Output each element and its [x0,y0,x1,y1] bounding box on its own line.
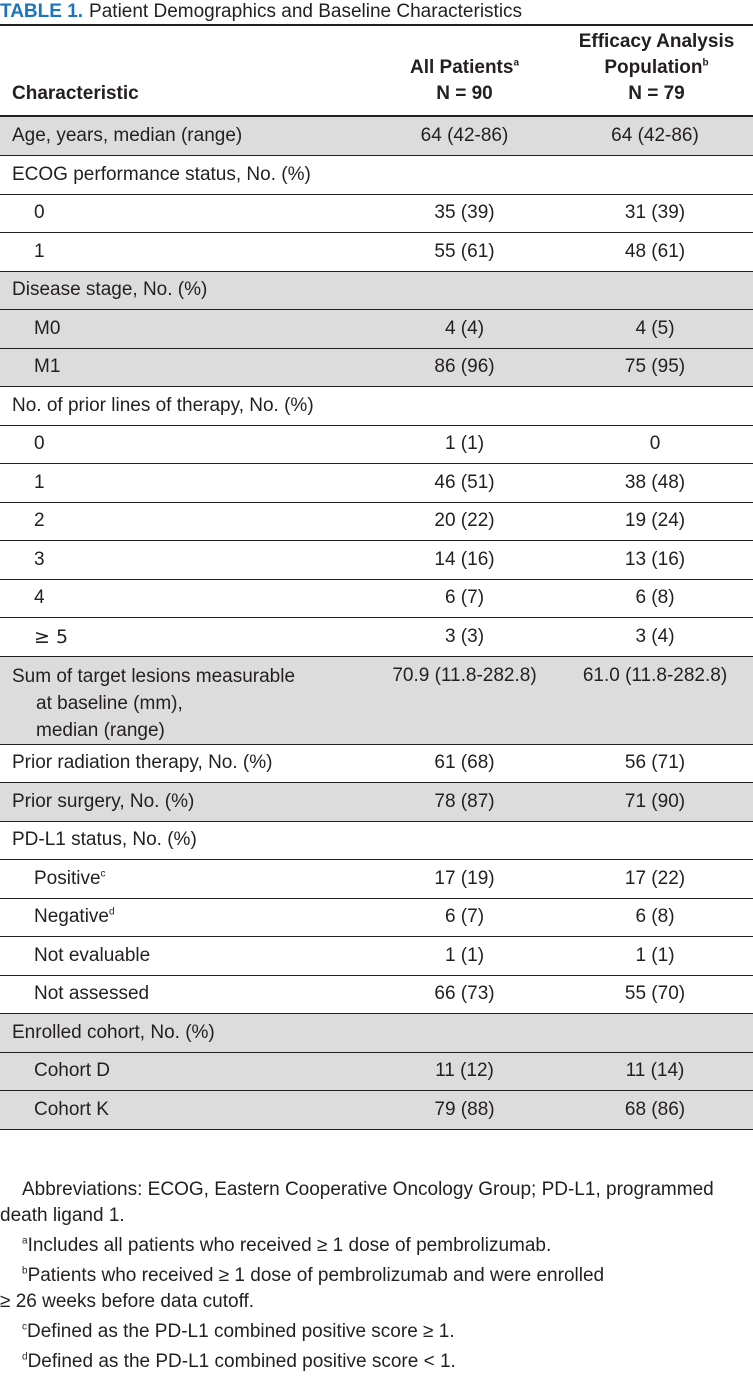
table-row [0,233,753,272]
table-row [0,898,753,937]
row-label [0,898,372,937]
table-row [0,194,753,233]
row-eff-value: 64 (42-86) [557,117,753,156]
header-eff-sup: b [702,57,709,69]
row-eff-value: 68 (86) [557,1091,753,1130]
row-label: 0 [0,194,372,233]
footnote-d-sup: d [22,1351,28,1363]
row-all-value: 3 (3) [372,618,557,657]
row-label: 1 [0,464,372,503]
table-row [0,310,753,349]
footnote-abbrev-line2: death ligand 1. [0,1205,125,1226]
footnote-b-text1: Patients who received ≥ 1 dose of pembrolizumab and were enrolled [27,1265,605,1286]
row-all-value: 1 (1) [372,937,557,976]
row-all-value: 35 (39) [372,194,557,233]
row-eff-value [557,387,753,426]
footnote-d [0,1349,753,1375]
row-label: Not assessed [0,975,372,1014]
table-row [0,1052,753,1091]
row-eff-value: 13 (16) [557,541,753,580]
table-row [0,1091,753,1130]
row-eff-value: 0 [557,425,753,464]
row-eff-value [557,271,753,310]
row-label: Prior surgery, No. (%) [0,783,372,822]
row-label-text: Positive [34,867,101,889]
header-all-n: N = 90 [436,83,493,104]
row-all-value: 79 (88) [372,1091,557,1130]
row-label: M0 [0,310,372,349]
header-efficacy [560,29,753,107]
footnote-abbrev-line1: Abbreviations: ECOG, Eastern Cooperative Oncology Group; PD-L1, programmed [22,1179,714,1200]
row-all-value: 66 (73) [372,975,557,1014]
header-eff-n: N = 79 [628,83,685,104]
table-header [0,24,753,117]
footnote-c-text: Defined as the PD-L1 combined positive score ≥ 1. [27,1321,455,1342]
row-label: ECOG performance status, No. (%) [0,156,372,195]
row-eff-value [557,1014,753,1053]
row-label: 4 [0,579,372,618]
table-row [0,821,753,860]
table-row [0,1014,753,1053]
row-label: 3 [0,541,372,580]
row-label: Prior radiation therapy, No. (%) [0,744,372,783]
footnote-a-text: Includes all patients who received ≥ 1 dose of pembrolizumab. [27,1235,552,1256]
table-row [0,579,753,618]
row-all-value: 14 (16) [372,541,557,580]
row-all-value: 11 (12) [372,1052,557,1091]
table-row [0,271,753,310]
row-label-sup: d [109,906,115,918]
row-label: Age, years, median (range) [0,117,372,156]
row-label: 2 [0,502,372,541]
table-row [0,348,753,387]
table-row [0,117,753,156]
row-all-value [372,1014,557,1053]
row-label-line1: Sum of target lesions measurable [12,665,296,687]
row-label: No. of prior lines of therapy, No. (%) [0,387,372,426]
footnote-a-sup: a [22,1235,28,1247]
row-label: Disease stage, No. (%) [0,271,372,310]
row-eff-value: 1 (1) [557,937,753,976]
row-eff-value: 56 (71) [557,744,753,783]
data-table [0,117,753,1130]
row-label-text: Negative [34,906,109,928]
row-all-value: 17 (19) [372,860,557,899]
header-characteristic: Characteristic [12,83,139,104]
row-label [0,860,372,899]
row-eff-value: 75 (95) [557,348,753,387]
row-all-value: 46 (51) [372,464,557,503]
table-footnotes [0,1177,753,1379]
row-label: Cohort K [0,1091,372,1130]
row-all-value: 6 (7) [372,579,557,618]
table-label: TABLE 1. [0,1,84,22]
table-title: Patient Demographics and Baseline Characteristics [89,1,523,22]
row-eff-value: 48 (61) [557,233,753,272]
table-row [0,656,753,744]
table-row [0,464,753,503]
table-row [0,425,753,464]
row-all-value [372,156,557,195]
header-eff-line1: Population [604,57,703,78]
footnote-b [0,1263,753,1315]
row-eff-value: 3 (4) [557,618,753,657]
row-all-value: 64 (42-86) [372,117,557,156]
row-eff-value: 55 (70) [557,975,753,1014]
row-eff-value: 38 (48) [557,464,753,503]
row-label: Enrolled cohort, No. (%) [0,1014,372,1053]
row-all-value: 4 (4) [372,310,557,349]
footnote-b-text2: ≥ 26 weeks before data cutoff. [0,1291,255,1312]
row-label-line3: median (range) [36,719,165,741]
table-row [0,783,753,822]
row-all-value: 1 (1) [372,425,557,464]
table-row [0,975,753,1014]
footnote-c-sup: c [22,1321,27,1333]
table-row [0,937,753,976]
row-label: Cohort D [0,1052,372,1091]
row-label: 0 [0,425,372,464]
row-label: ≥ 5 [0,618,372,657]
row-all-value [372,271,557,310]
table-row [0,618,753,657]
header-all-sup: a [513,57,520,69]
row-eff-value: 19 (24) [557,502,753,541]
row-label: Not evaluable [0,937,372,976]
row-all-value: 78 (87) [372,783,557,822]
row-eff-value: 61.0 (11.8-282.8) [557,656,753,744]
row-label: PD-L1 status, No. (%) [0,821,372,860]
row-all-value: 86 (96) [372,348,557,387]
header-eff-line0: Efficacy Analysis [578,31,735,52]
footnote-abbreviations [0,1177,753,1229]
footnote-c [0,1319,753,1345]
row-eff-value: 4 (5) [557,310,753,349]
row-label-sup: c [100,868,106,880]
table-row [0,502,753,541]
row-eff-value: 6 (8) [557,579,753,618]
table-row [0,744,753,783]
table-caption [0,0,522,24]
row-label [0,656,372,744]
row-eff-value [557,156,753,195]
footnote-d-text: Defined as the PD-L1 combined positive score < 1. [27,1351,456,1372]
row-eff-value [557,821,753,860]
row-label: M1 [0,348,372,387]
row-all-value: 70.9 (11.8-282.8) [372,656,557,744]
footnote-b-sup: b [22,1265,28,1277]
table-row [0,541,753,580]
row-all-value [372,821,557,860]
row-label-line2: at baseline (mm), [36,692,183,714]
table-row [0,387,753,426]
row-all-value: 61 (68) [372,744,557,783]
row-eff-value: 31 (39) [557,194,753,233]
header-all-line1: All Patients [409,57,514,78]
row-all-value: 20 (22) [372,502,557,541]
header-all-patients [372,55,557,107]
table-row [0,156,753,195]
row-label: 1 [0,233,372,272]
row-all-value [372,387,557,426]
row-eff-value: 17 (22) [557,860,753,899]
header-top-rule [0,24,753,26]
row-all-value: 6 (7) [372,898,557,937]
table-row [0,860,753,899]
row-eff-value: 6 (8) [557,898,753,937]
row-all-value: 55 (61) [372,233,557,272]
row-eff-value: 11 (14) [557,1052,753,1091]
row-eff-value: 71 (90) [557,783,753,822]
footnote-a [0,1233,753,1259]
